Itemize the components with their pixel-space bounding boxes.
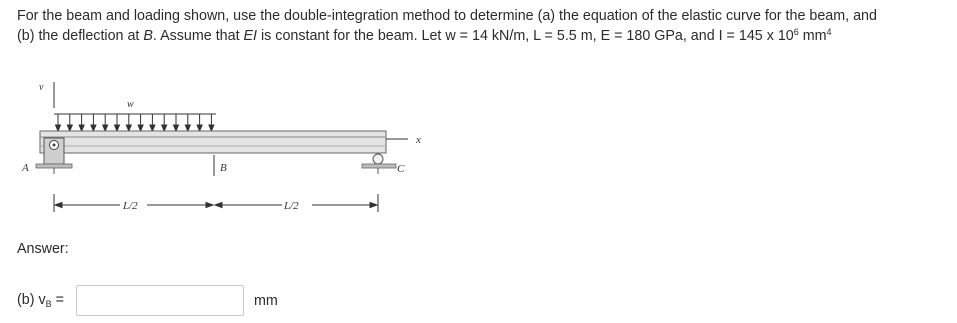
- load-arrow-head: [197, 125, 202, 131]
- load-arrow-head: [150, 125, 155, 131]
- roller-support-c: [362, 154, 396, 174]
- vb-label: [17, 292, 64, 309]
- load-arrow-head: [162, 125, 167, 131]
- answer-heading: Answer:: [17, 241, 69, 257]
- point-b-ref: B: [143, 28, 153, 44]
- load-arrow-head: [126, 125, 131, 131]
- load-arrow-head: [91, 125, 96, 131]
- load-arrow-head: [174, 125, 179, 131]
- exponent: 4: [826, 27, 832, 37]
- dimension-lines: [54, 194, 378, 212]
- load-arrow-head: [79, 125, 84, 131]
- problem-text: (b) the deflection at: [17, 28, 144, 44]
- label-a: A: [22, 162, 29, 174]
- ei-ref: EI: [243, 28, 258, 44]
- dim-label-right: L/2: [284, 200, 299, 212]
- exponent: 6: [793, 27, 799, 37]
- vb-answer-input[interactable]: [76, 285, 244, 316]
- label-v: v: [39, 82, 44, 93]
- dim-label-left: L/2: [123, 200, 138, 212]
- vb-equals: =: [51, 292, 64, 308]
- problem-text: mm: [798, 28, 827, 44]
- label-x: x: [416, 134, 421, 146]
- label-w: w: [127, 99, 134, 110]
- load-arrow-head: [56, 125, 61, 131]
- beam: [40, 131, 386, 153]
- problem-line-1: For the beam and loading shown, use the double-integration method to determine (a) the equation of the elastic curve for the beam, and: [17, 8, 877, 24]
- load-arrow-head: [115, 125, 120, 131]
- load-arrow-head: [209, 125, 214, 131]
- vb-subscript: B: [45, 299, 52, 309]
- load-arrow-head: [103, 125, 108, 131]
- vb-prefix: (b) v: [17, 292, 46, 308]
- problem-text: is constant for the beam. Let w = 14 kN/m, L = 5.5 m, E = 180 GPa, and I = 145 x 10: [257, 28, 794, 44]
- load-arrow-head: [138, 125, 143, 131]
- unit-label: mm: [254, 293, 278, 309]
- distributed-load: [54, 114, 216, 131]
- load-arrow-head: [67, 125, 72, 131]
- label-b: B: [220, 162, 227, 174]
- load-arrow-head: [185, 125, 190, 131]
- label-c: C: [397, 163, 405, 175]
- problem-text: . Assume that: [152, 28, 244, 44]
